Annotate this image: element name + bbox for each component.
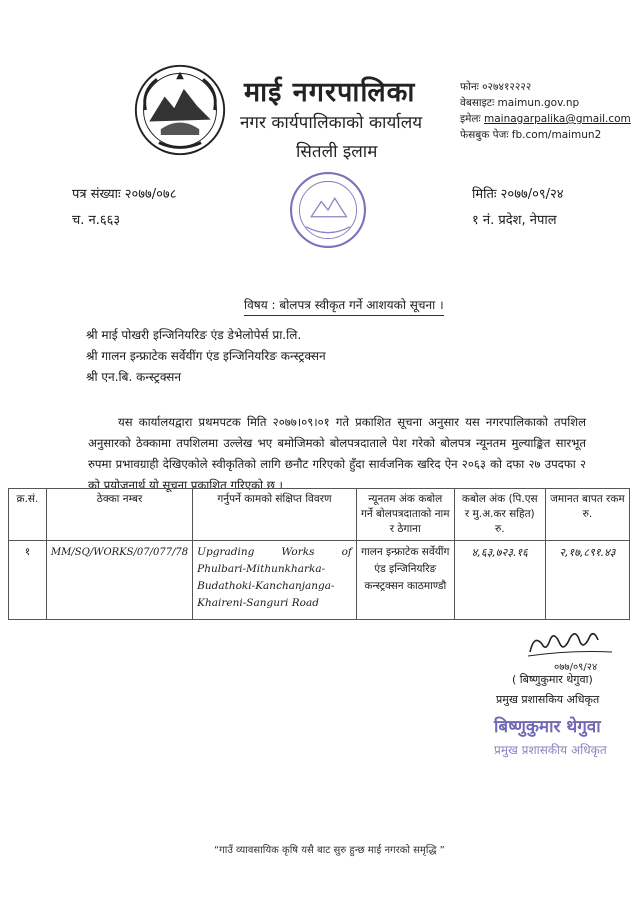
- office-stamp-icon: [286, 168, 370, 252]
- footer-slogan: “गाउँ व्यावसायिक कृषि यसै बाट सुरु हुन्छ माई नगरको समृद्धि ”: [214, 845, 445, 856]
- subject-line: विषय : बोलपत्र स्वीकृत गर्ने आशयको सूचना ।: [244, 296, 444, 316]
- signatory-title: प्रमुख प्रशासकिय अधिकृत: [496, 693, 600, 706]
- col-bidder: न्यूनतम अंक कबोल गर्ने बोलपत्रदाताको नाम र ठेगाना: [356, 489, 454, 541]
- province-line: १ नं. प्रदेश, नेपाल: [472, 213, 557, 228]
- signature-date: ०७७/०९/२४: [554, 662, 598, 673]
- stamp-name: बिष्णुकुमार थेगुवा: [494, 717, 601, 737]
- dispatch-number: च. न.६६३: [72, 213, 121, 228]
- col-security: जमानत बापत रकम रु.: [545, 489, 629, 541]
- contact-phone: फोनः ०२७४१२२२२: [460, 81, 532, 93]
- stamp-title: प्रमुख प्रशासकीय अधिकृत: [494, 743, 607, 757]
- contact-website[interactable]: वेबसाइटः maimun.gov.np: [460, 97, 580, 109]
- office-name: नगर कार्यपालिकाको कार्यालय: [240, 113, 423, 133]
- recipient-3: श्री एन.बि. कन्स्ट्रक्सन: [86, 370, 182, 384]
- col-sn: क्र.सं.: [9, 489, 47, 541]
- cell-work: Upgrading Works of Phulbari-Mithunkharka-Budathoki-Kanchanjanga-Khaireni-Sanguri Road: [193, 541, 357, 620]
- notice-body: [88, 412, 586, 496]
- contact-email-label: इमेलः: [460, 113, 485, 125]
- contact-facebook[interactable]: फेसबुक पेजः fb.com/maimun2: [460, 129, 602, 141]
- cell-security: २,१७,८९१.४३: [545, 541, 629, 620]
- col-contract-no: ठेक्का नम्बर: [46, 489, 192, 541]
- org-name: माई नगरपालिका: [244, 77, 416, 108]
- notice-body-text: यस कार्यालयद्वारा प्रथमपटक मिति २०७७।०९।०१ गते प्रकाशित सूचना अनुसार यस नगरपालिकाको तपशिल अनुसारको ठेक्कामा तपशिलमा उल्लेख भए बमोजिमको बोलपत्रदाताले पेश गरेको बोलपत्र न्यूनतम मुल्याङ्कित सारभूत रुपमा प्रभावग्राही देखिएकोले स्वीकृतिको लागि छनौट गरिएको हुँदा सार्वजनिक खरिद ऐन २०६३ को दफा २७ उपदफा २ को प्रयोजनार्थ यो सूचना प्रकाशित गरिएको छ ।: [88, 415, 586, 492]
- handwritten-signature: [520, 622, 620, 674]
- col-work: गर्नुपर्ने कामको संक्षिप्त विवरण: [193, 489, 357, 541]
- contact-email-link[interactable]: mainagarpalika@gmail.com: [484, 113, 631, 125]
- contact-email: [460, 112, 631, 126]
- cell-bidder: गालन इन्फ्राटेक सर्वेयींग एंड इन्जिनियरिङ कन्स्ट्रक्सन काठमाण्डौ: [356, 541, 454, 620]
- table-header-row: [9, 489, 630, 541]
- name-stamp: [486, 712, 626, 762]
- cell-amount: ४,६३,७२३.१६: [454, 541, 545, 620]
- col-amount: कबोल अंक (पि.एस र मु.अ.कर सहित) रु.: [454, 489, 545, 541]
- cell-sn: १: [9, 541, 47, 620]
- cell-contract-no: MM/SQ/WORKS/07/077/78: [46, 541, 192, 620]
- recipient-2: श्री गालन इन्फ्राटेक सर्वेयींग एंड इन्जिनियरिङ कन्स्ट्रक्सन: [86, 349, 326, 363]
- municipality-emblem-icon: [132, 62, 228, 158]
- letter-date: मितिः २०७७/०९/२४: [472, 187, 564, 202]
- recipient-1: श्री माई पोखरी इन्जिनियरिङ एंड डेभेलोपेर्स प्रा.लि.: [86, 328, 302, 342]
- letter-number: पत्र संख्याः २०७७/०७८: [72, 187, 177, 202]
- office-place: सितली इलाम: [296, 142, 378, 162]
- signatory-name: ( बिष्णुकुमार थेगुवा): [512, 673, 593, 686]
- bid-table: [8, 488, 630, 620]
- table-row: [9, 541, 630, 620]
